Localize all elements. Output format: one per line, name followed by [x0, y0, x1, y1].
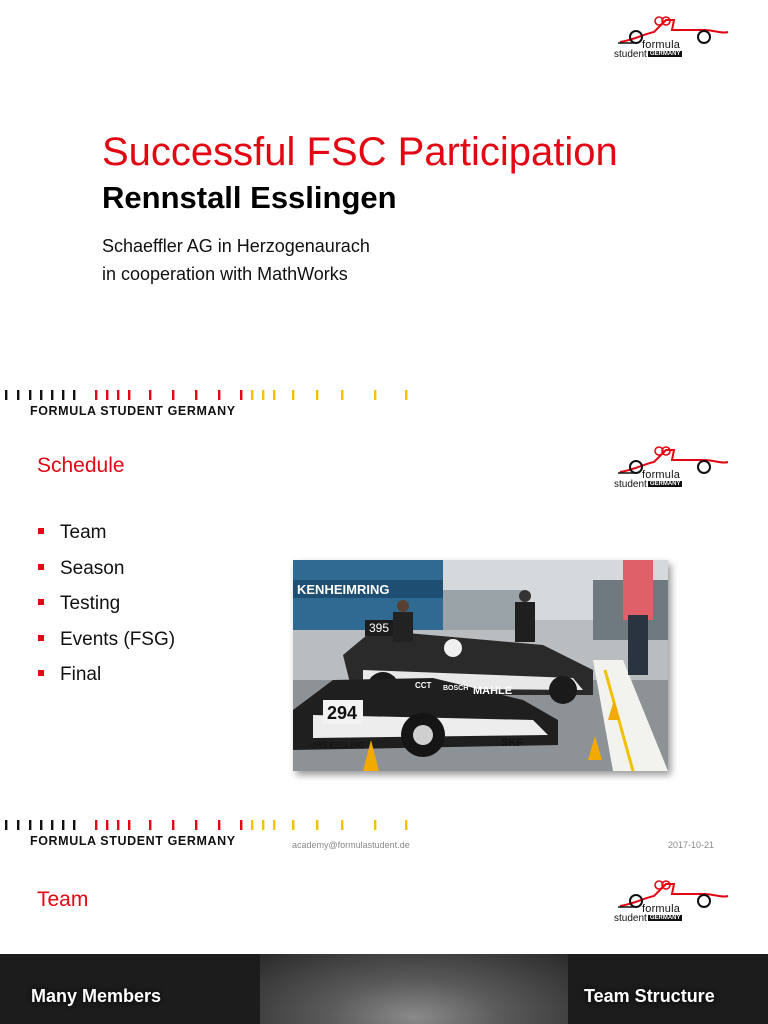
formula-student-logo — [614, 876, 730, 926]
stripe-tick — [128, 820, 130, 830]
stripe-tick — [40, 390, 42, 400]
stripe-tick — [172, 820, 174, 830]
stripe-tick — [95, 820, 97, 830]
title-slide — [0, 0, 768, 418]
list-item: Final — [38, 662, 175, 698]
stripe-tick — [172, 390, 174, 400]
team-structure-label: Team Structure — [584, 986, 715, 1006]
host-line: Schaeffler AG in Herzogenaurach — [102, 236, 370, 256]
stripe-tick — [218, 820, 220, 830]
stripe-tick — [292, 820, 294, 830]
formula-student-logo — [614, 442, 730, 492]
formula-student-logo — [614, 12, 730, 62]
stripe-tick — [341, 820, 343, 830]
stripe-tick — [149, 390, 151, 400]
sponsor-cct: CCT — [415, 681, 432, 690]
logo-word-student: student GERMANY — [614, 913, 681, 924]
stripe-tick — [51, 820, 53, 830]
stripe-tick — [5, 820, 7, 830]
team-decal: UAS ESSLING — [311, 741, 365, 750]
stripe-tick — [51, 390, 53, 400]
stripe-tick — [62, 820, 64, 830]
list-item: Season — [38, 556, 175, 592]
stripe-tick — [106, 390, 108, 400]
stripe-tick — [374, 390, 376, 400]
stripe-tick — [195, 820, 197, 830]
logo-word-formula: formula — [642, 903, 681, 915]
stripe-tick — [341, 390, 343, 400]
stripe-tick — [128, 390, 130, 400]
stripe-tick — [62, 390, 64, 400]
stripe-tick — [40, 820, 42, 830]
stripe-tick — [374, 820, 376, 830]
stripe-tick — [29, 820, 31, 830]
schedule-heading: Schedule — [37, 454, 125, 477]
logo-word-formula: formula — [642, 469, 681, 481]
logo-word-student: student GERMANY — [614, 479, 681, 490]
fsg-brand-text: FORMULA STUDENT GERMANY — [30, 404, 236, 418]
sponsor-bosch: BOSCH — [443, 685, 469, 692]
schedule-list — [38, 520, 175, 698]
stripe-tick — [17, 820, 19, 830]
team-slide — [0, 864, 768, 1024]
logo-word-formula: formula — [642, 39, 681, 51]
sponsor-mahle: MAHLE — [473, 685, 513, 697]
stripe-tick — [316, 390, 318, 400]
car-number-front: 294 — [327, 703, 358, 723]
stripe-tick — [405, 820, 407, 830]
stripe-tick — [240, 390, 242, 400]
fsg-brand-text: FORMULA STUDENT GERMANY — [30, 834, 236, 848]
slide-subtitle: Rennstall Esslingen — [102, 180, 397, 215]
race-cars-illustration — [293, 560, 668, 771]
stripe-tick — [73, 390, 75, 400]
stripe-tick — [117, 820, 119, 830]
cooperation-line: in cooperation with MathWorks — [102, 264, 348, 284]
list-item: Team — [38, 520, 175, 556]
stripe-tick — [273, 820, 275, 830]
stripe-tick — [195, 390, 197, 400]
stripe-pattern — [0, 818, 420, 832]
stripe-tick — [106, 820, 108, 830]
stripe-tick — [273, 390, 275, 400]
stripe-tick — [17, 390, 19, 400]
stripe-tick — [95, 390, 97, 400]
team-banner — [0, 954, 768, 1024]
contact-email: academy@formulastudent.de — [292, 840, 410, 850]
race-cars-photo — [293, 560, 668, 771]
many-members-label: Many Members — [31, 986, 162, 1006]
stripe-tick — [251, 820, 253, 830]
fsg-footer-stripe — [0, 388, 420, 424]
stripe-tick — [240, 820, 242, 830]
stripe-tick — [218, 390, 220, 400]
stripe-tick — [262, 390, 264, 400]
stripe-pattern — [0, 388, 420, 402]
stripe-tick — [149, 820, 151, 830]
slide-title: Successful FSC Participation — [102, 130, 618, 174]
stripe-tick — [316, 820, 318, 830]
stripe-tick — [292, 390, 294, 400]
list-item: Testing — [38, 591, 175, 627]
sponsor-skf: SKF — [501, 737, 523, 749]
stripe-tick — [73, 820, 75, 830]
stripe-tick — [117, 390, 119, 400]
slide-date: 2017-10-21 — [668, 840, 715, 850]
list-item: Events (FSG) — [38, 627, 175, 663]
team-heading: Team — [37, 888, 89, 911]
stripe-tick — [29, 390, 31, 400]
stripe-tick — [251, 390, 253, 400]
stripe-tick — [405, 390, 407, 400]
team-photo-area — [260, 954, 568, 1024]
sign-text: KENHEIMRING — [297, 582, 390, 597]
stripe-tick — [5, 390, 7, 400]
logo-word-student: student GERMANY — [614, 49, 681, 60]
stripe-tick — [262, 820, 264, 830]
schedule-slide — [0, 430, 768, 850]
car-number-back: 395 — [369, 621, 390, 635]
